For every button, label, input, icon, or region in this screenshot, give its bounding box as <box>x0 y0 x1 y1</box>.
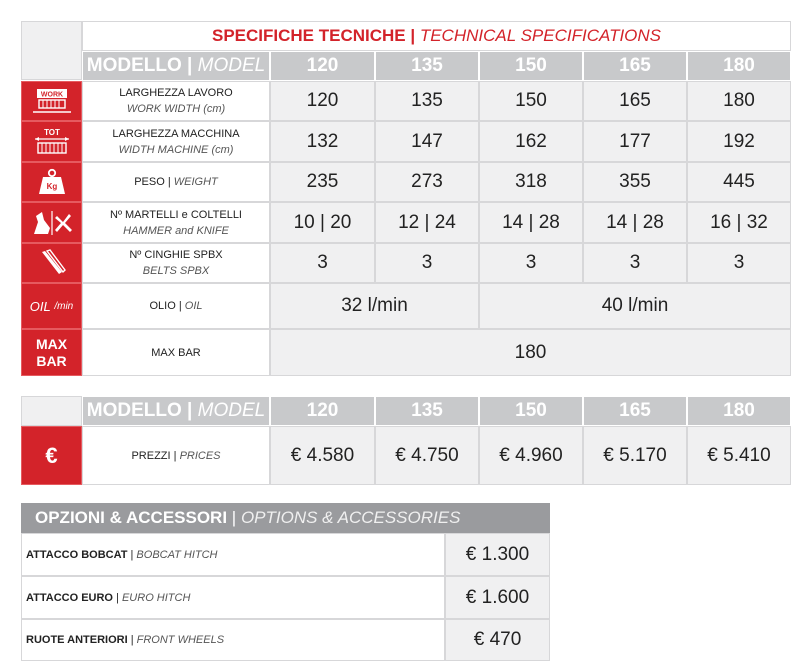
weight-150: 318 <box>479 162 583 202</box>
machine-width-150: 162 <box>479 121 583 162</box>
model-label-en: MODEL <box>197 400 266 421</box>
price-180: € 5.410 <box>687 426 791 485</box>
label-it: RUOTE ANTERIORI <box>26 634 128 646</box>
work-width-135: 135 <box>375 81 479 121</box>
label-it: Nº CINGHIE SPBX <box>129 249 223 261</box>
row-label-work-width <box>82 81 270 121</box>
label-en: PRICES <box>179 449 221 462</box>
label-en: HAMMER and KNIFE <box>123 224 229 237</box>
max-bar-icon-line1: MAX <box>35 335 68 352</box>
hammer-knife-120: 10 | 20 <box>270 202 375 243</box>
model-label-it: MODELLO <box>86 55 182 76</box>
model-header-135: 135 <box>375 51 479 81</box>
label-it: LARGHEZZA MACCHINA <box>112 127 240 140</box>
oil-flow-150-180: 40 l/min <box>479 283 791 329</box>
oil-icon-text: OIL <box>29 298 51 314</box>
model-label-it: MODELLO <box>86 400 182 421</box>
hammer-knife-135: 12 | 24 <box>375 202 479 243</box>
belts-icon <box>21 243 82 283</box>
price-165: € 5.170 <box>583 426 687 485</box>
label-en: BOBCAT HITCH <box>136 548 218 561</box>
kg-icon-text: Kg <box>46 182 57 191</box>
prices-model-header-165: 165 <box>583 396 687 426</box>
euro-icon: € <box>21 426 82 485</box>
hammer-knife-icon <box>21 202 82 243</box>
prices-model-header-135: 135 <box>375 396 479 426</box>
model-header-165: 165 <box>583 51 687 81</box>
option-label-euro-hitch: ATTACCO EURO | EURO HITCH <box>21 576 445 619</box>
label-en: WIDTH MACHINE (cm) <box>118 143 234 156</box>
hammer-knife-180: 16 | 32 <box>687 202 791 243</box>
label-en: EURO HITCH <box>121 591 191 604</box>
label-it: ATTACCO BOBCAT <box>26 548 128 561</box>
belts-150: 3 <box>479 243 583 283</box>
machine-width-120: 132 <box>270 121 375 162</box>
machine-width-180: 192 <box>687 121 791 162</box>
hammer-knife-165: 14 | 28 <box>583 202 687 243</box>
work-width-165: 165 <box>583 81 687 121</box>
machine-width-165: 177 <box>583 121 687 162</box>
label-it: OLIO <box>149 300 176 312</box>
option-price-bobcat-hitch: € 1.300 <box>445 533 550 576</box>
oil-flow-120-135: 32 l/min <box>270 283 479 329</box>
specs-title <box>82 21 791 51</box>
option-price-front-wheels: € 470 <box>445 619 550 661</box>
row-label-prices: PREZZI | PRICES <box>82 426 270 485</box>
title-separator: | <box>405 26 420 45</box>
work-width-icon <box>21 81 82 121</box>
price-120: € 4.580 <box>270 426 375 485</box>
label-it: ATTACCO EURO <box>26 591 113 604</box>
specs-title-en: TECHNICAL SPECIFICATIONS <box>419 26 662 45</box>
weight-135: 273 <box>375 162 479 202</box>
total-width-icon <box>21 121 82 162</box>
belts-165: 3 <box>583 243 687 283</box>
option-label-front-wheels: RUOTE ANTERIORI | FRONT WHEELS <box>21 619 445 661</box>
weight-180: 445 <box>687 162 791 202</box>
label-en: FRONT WHEELS <box>136 634 225 646</box>
belts-180: 3 <box>687 243 791 283</box>
weight-165: 355 <box>583 162 687 202</box>
model-header-label: MODELLO | MODEL <box>82 51 270 81</box>
belts-135: 3 <box>375 243 479 283</box>
work-width-120: 120 <box>270 81 375 121</box>
prices-model-header-150: 150 <box>479 396 583 426</box>
max-bar-icon <box>21 329 82 376</box>
tot-icon-text: TOT <box>43 127 60 137</box>
work-width-180: 180 <box>687 81 791 121</box>
work-width-150: 150 <box>479 81 583 121</box>
oil-icon <box>21 283 82 329</box>
oil-icon-unit: /min <box>54 300 74 312</box>
row-label-belts <box>82 243 270 283</box>
machine-width-135: 147 <box>375 121 479 162</box>
weight-icon <box>21 162 82 202</box>
model-label-en: MODEL <box>197 55 266 76</box>
label-it: PREZZI <box>131 449 171 462</box>
label-it: Nº MARTELLI e COLTELLI <box>110 208 242 221</box>
corner-cell <box>21 21 82 80</box>
options-title-en: OPTIONS & ACCESSORIES <box>240 508 461 527</box>
max-bar-icon-line2: BAR <box>36 352 67 369</box>
hammer-knife-150: 14 | 28 <box>479 202 583 243</box>
prices-corner-cell <box>21 396 82 426</box>
prices-model-header-120: 120 <box>270 396 375 426</box>
label-en: WORK WIDTH (cm) <box>126 103 226 115</box>
options-title: OPZIONI & ACCESSORI | OPTIONS & ACCESSORIES <box>21 503 550 533</box>
label-it: LARGHEZZA LAVORO <box>119 87 233 99</box>
option-price-euro-hitch: € 1.600 <box>445 576 550 619</box>
prices-model-header-180: 180 <box>687 396 791 426</box>
model-header-180: 180 <box>687 51 791 81</box>
price-135: € 4.750 <box>375 426 479 485</box>
label-en: WEIGHT <box>173 176 218 188</box>
options-title-it: OPZIONI & ACCESSORI <box>35 508 228 527</box>
specs-title-it: SPECIFICHE TECNICHE <box>211 26 406 45</box>
prices-model-header-label: MODELLO | MODEL <box>82 396 270 426</box>
label-it: MAX BAR <box>151 346 201 359</box>
model-header-150: 150 <box>479 51 583 81</box>
row-label-machine-width <box>82 121 270 162</box>
label-en: OIL <box>184 300 203 312</box>
row-label-oil: OLIO | OIL <box>82 283 270 329</box>
price-150: € 4.960 <box>479 426 583 485</box>
row-label-weight: PESO | WEIGHT <box>82 162 270 202</box>
model-header-120: 120 <box>270 51 375 81</box>
weight-120: 235 <box>270 162 375 202</box>
max-bar-value: 180 <box>270 329 791 376</box>
label-en: BELTS SPBX <box>142 265 210 277</box>
option-label-bobcat-hitch: ATTACCO BOBCAT | BOBCAT HITCH <box>21 533 445 576</box>
row-label-max-bar <box>82 329 270 376</box>
row-label-hammer-knife <box>82 202 270 243</box>
work-icon-text: WORK <box>40 91 63 99</box>
belts-120: 3 <box>270 243 375 283</box>
label-it: PESO <box>134 176 165 188</box>
